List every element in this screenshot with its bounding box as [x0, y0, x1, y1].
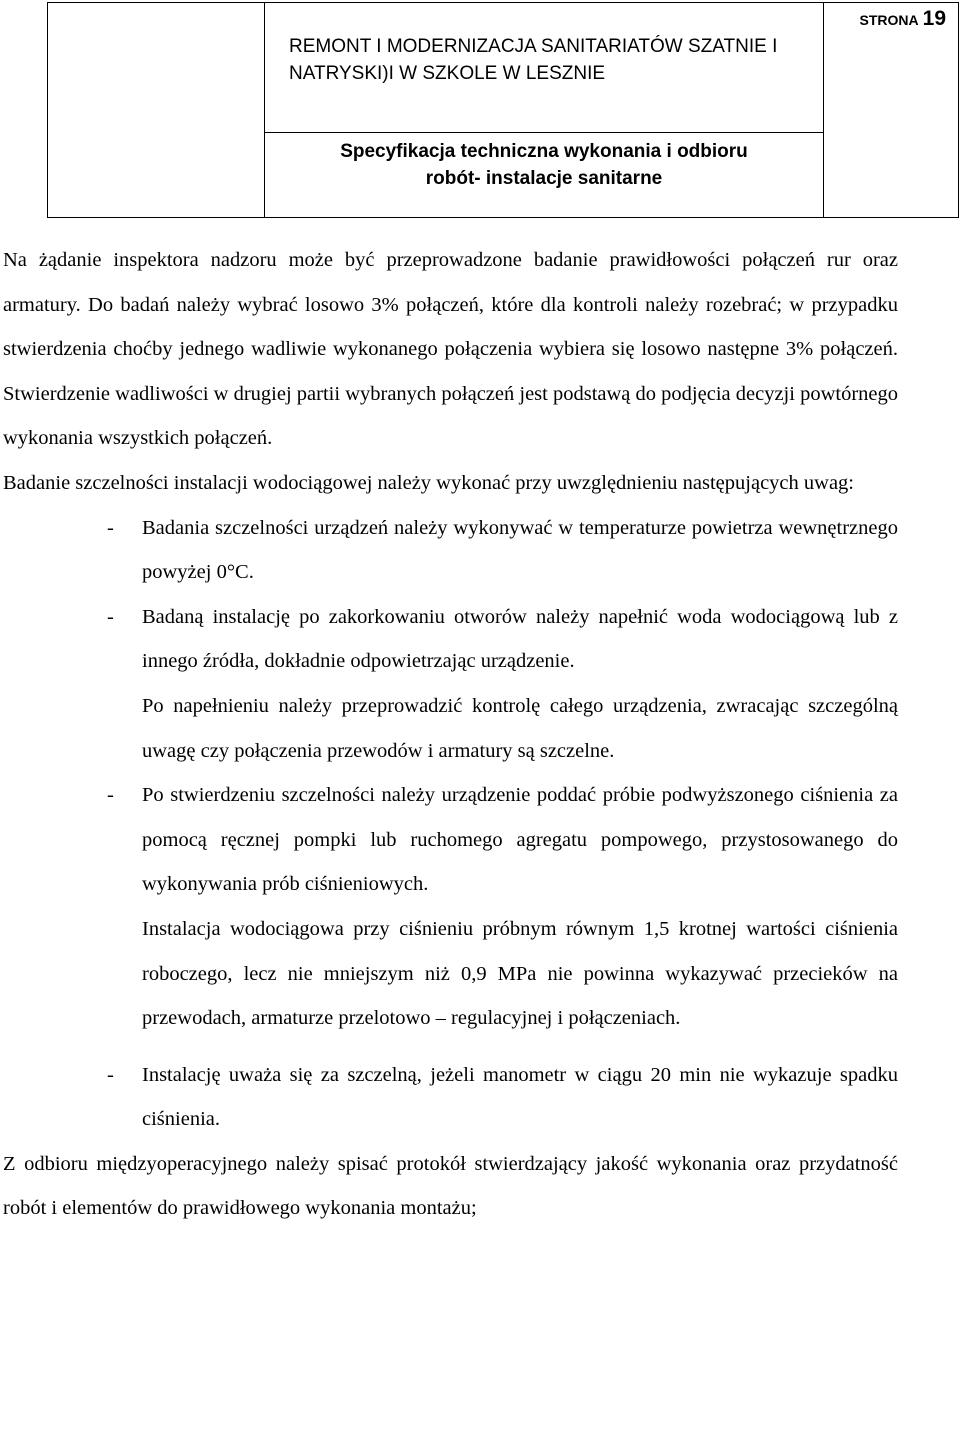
- list-dash: -: [107, 516, 114, 539]
- paragraph-protocol: Z odbioru międzyoperacyjnego należy spisać protokół stwierdzający jakość wykonania oraz przydatność robót i elementów do prawidłowego wykonania montażu;: [3, 1152, 898, 1220]
- spec-title-line1: Specyfikacja techniczna wykonania i odbioru: [340, 141, 748, 162]
- list-dash: -: [107, 1063, 114, 1086]
- list-item-continuation: Instalacja wodociągowa przy ciśnieniu próbnym równym 1,5 krotnej wartości ciśnienia roboczego, lecz nie mniejszym niż 0,9 MPa nie powinna wykazywać przecieków na przewodach, armaturze przelotowo – regulacyjnej i połączeniach.: [142, 917, 898, 1030]
- list-item: [3, 773, 898, 1041]
- page-number: [824, 3, 958, 31]
- spec-title-line2: robót- instalacje sanitarne: [425, 168, 663, 189]
- spec-title-cell: [265, 133, 824, 218]
- list-item: [3, 506, 898, 595]
- project-title-line2: NATRYSKI)I W SZKOLE W LESZNIE: [289, 63, 606, 84]
- paragraph-inspection: Na żądanie inspektora nadzoru może być przeprowadzone badanie prawidłowości połączeń rur oraz armatury. Do badań należy wybrać losowo 3% połączeń, które dla kontroli należy rozebrać; w przypadku stwierdzenia choćby jednego wadliwie wykonanego połączenia wybiera się losowo następne 3% połączeń. Stwierdzenie wadliwości w drugiej partii wybranych połączeń jest podstawą do podjęcia decyzji powtórnego wykonania wszystkich połączeń.: [3, 249, 898, 450]
- document-header: [47, 2, 959, 218]
- list-item: [3, 1053, 898, 1142]
- list-item-continuation: Po napełnieniu należy przeprowadzić kontrolę całego urządzenia, zwracając szczególną uwagę czy połączenia przewodów i armatury są szczelne.: [142, 694, 898, 762]
- project-title-line1: REMONT I MODERNIZACJA SANITARIATÓW SZATNIE I: [289, 36, 778, 57]
- document-body: [3, 238, 898, 1231]
- list-item-text: Instalację uważa się za szczelną, jeżeli manometr w ciągu 20 min nie wykazuje spadku ciśnienia.: [142, 1063, 898, 1131]
- page-label: STRONA: [859, 12, 919, 28]
- list-item: [3, 595, 898, 773]
- page-number-cell: [824, 3, 959, 218]
- list-dash: -: [107, 784, 114, 807]
- list-dash: -: [107, 605, 114, 628]
- list-item-text: Badania szczelności urządzeń należy wykonywać w temperaturze powietrza wewnętrznego powyżej 0°C.: [142, 516, 898, 584]
- project-title-cell: [265, 3, 824, 133]
- logo-cell: [48, 3, 265, 218]
- page-number-value: 19: [922, 7, 946, 30]
- list-item-text: Po stwierdzeniu szczelności należy urządzenie poddać próbie podwyższonego ciśnienia za pomocą ręcznej pompki lub ruchomego agregatu pompowego, przystosowanego do wykonywania prób ciśnieniowych.: [142, 784, 898, 896]
- list-item-text: Badaną instalację po zakorkowaniu otworów należy napełnić woda wodociągową lub z innego źródła, dokładnie odpowietrzając urządzenie.: [142, 605, 898, 673]
- project-title: [265, 3, 823, 87]
- paragraph-leak-test-intro: Badanie szczelności instalacji wodociągowej należy wykonać przy uwzględnieniu następujących uwag:: [3, 471, 855, 494]
- spec-title: [265, 133, 823, 192]
